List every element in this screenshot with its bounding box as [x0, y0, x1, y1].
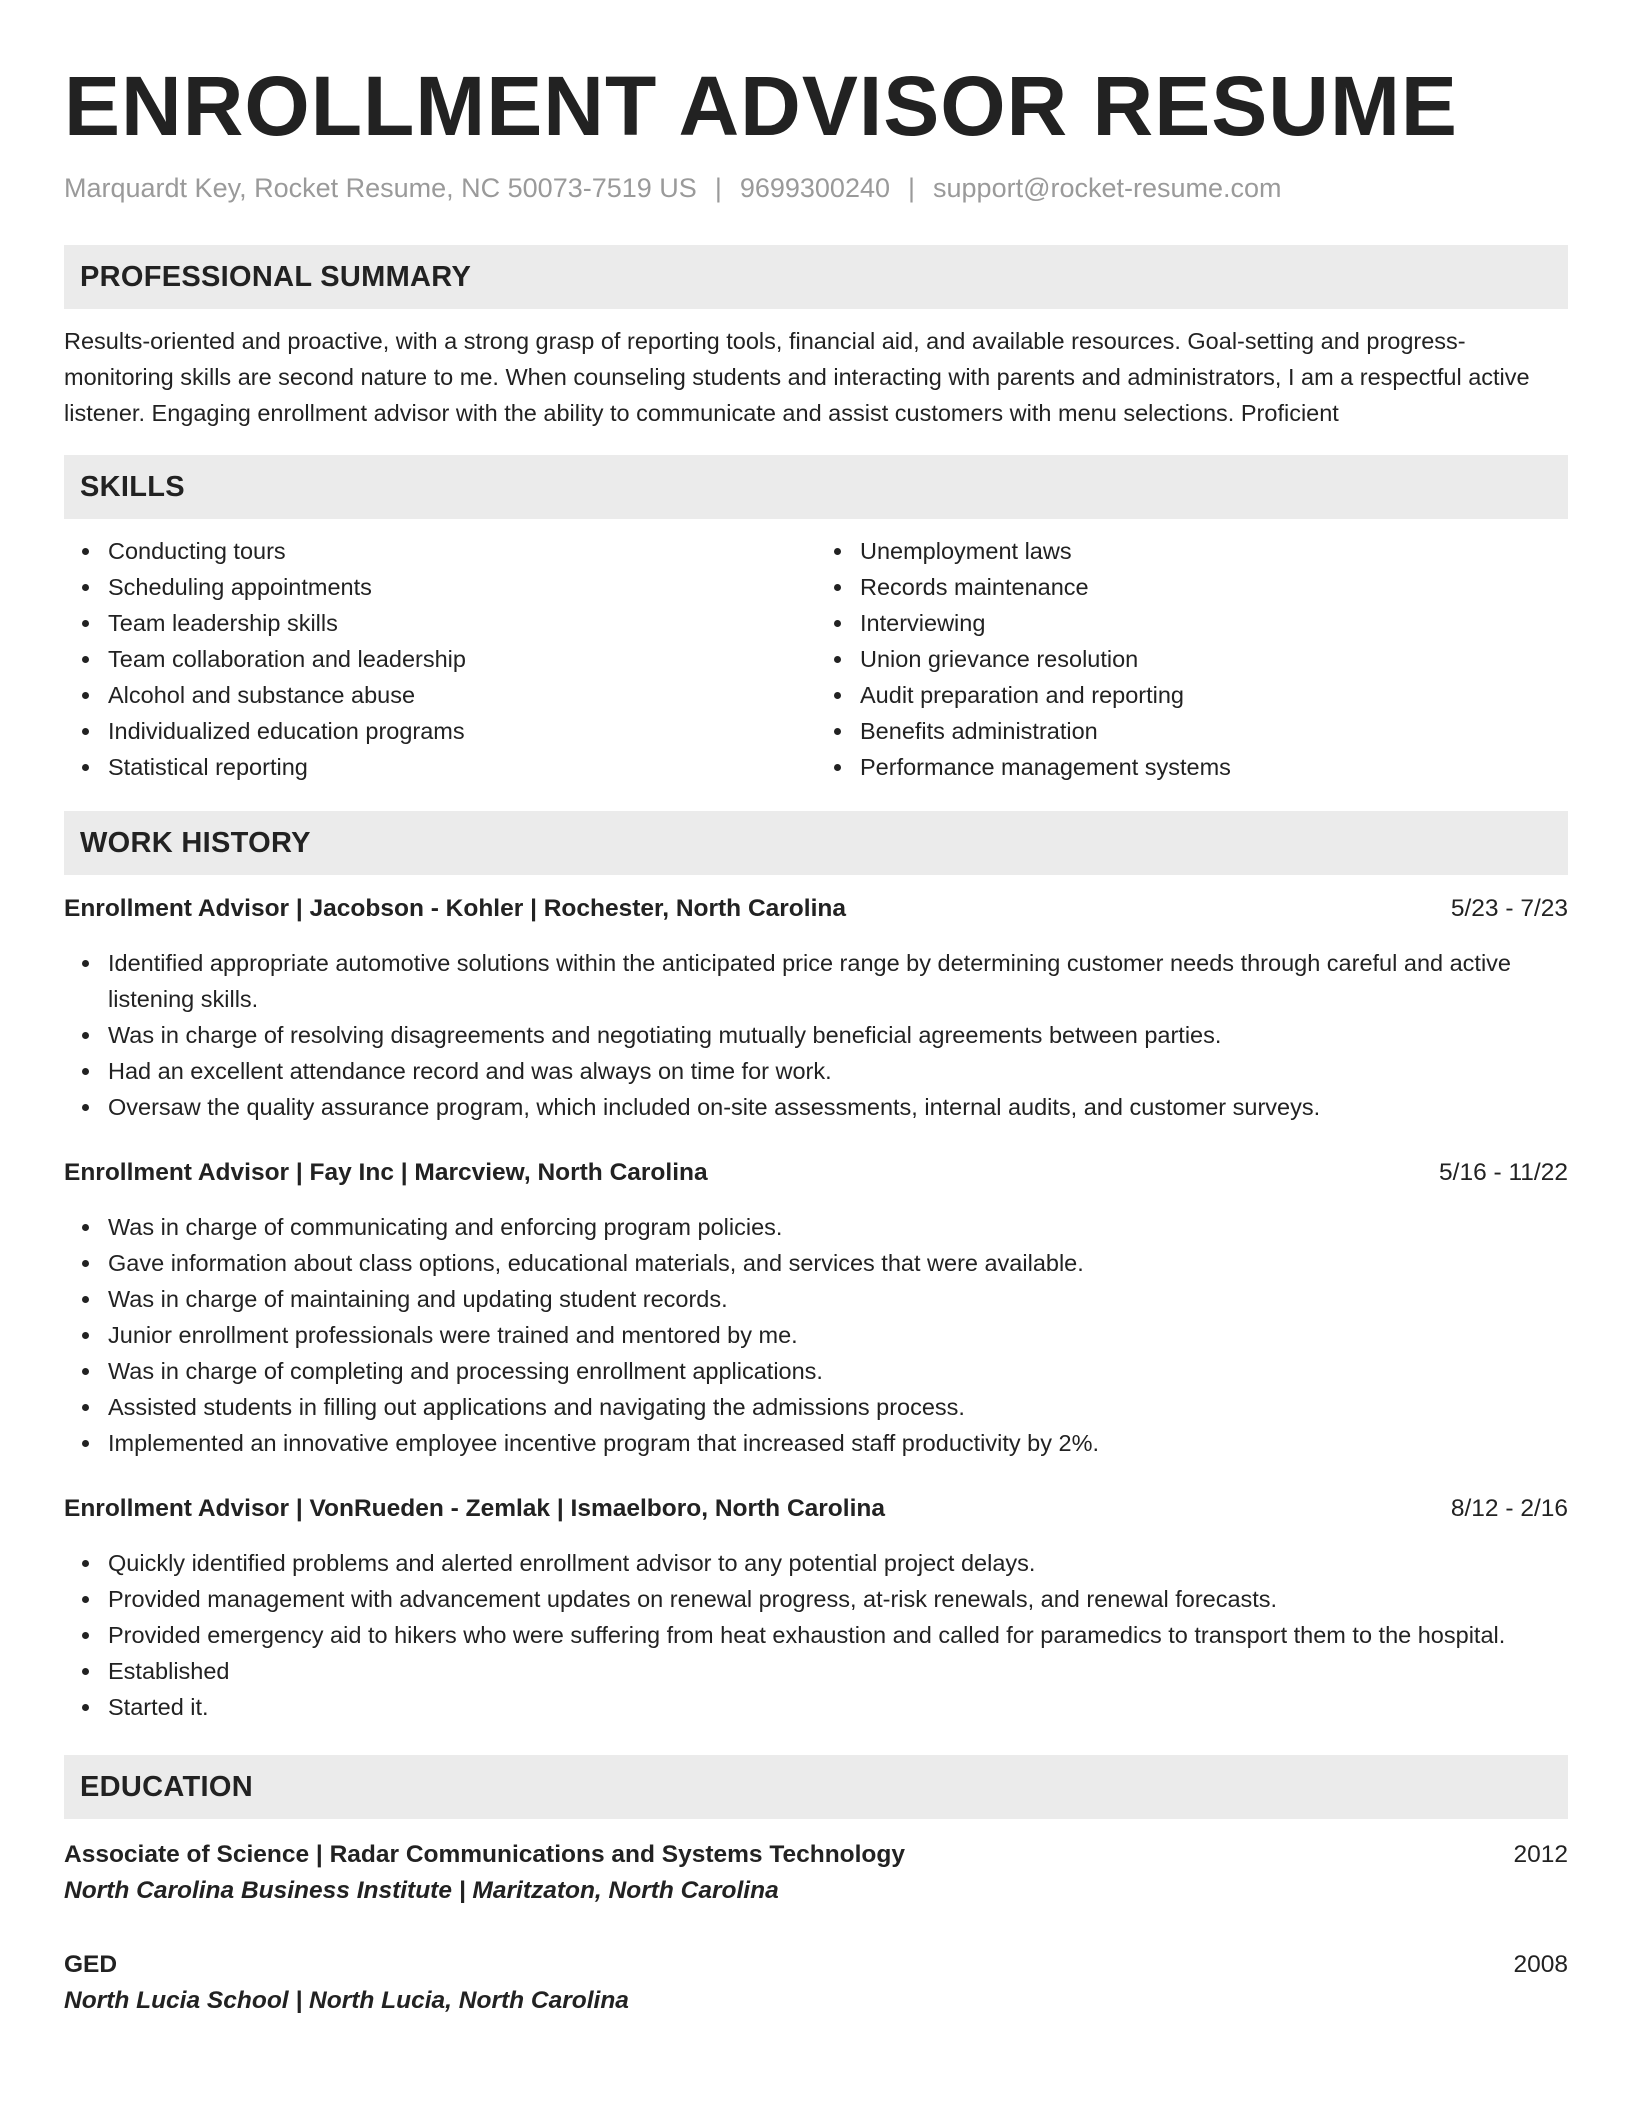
job-bullets: [64, 945, 1568, 1125]
section-heading-skills: SKILLS: [64, 455, 1568, 519]
education-year: 2008: [1513, 1951, 1568, 1978]
contact-line: [64, 168, 1568, 208]
job-title: Enrollment Advisor | Jacobson - Kohler | Rochester, North Carolina: [64, 895, 846, 922]
job-bullet: Was in charge of maintaining and updating student records.: [108, 1281, 1568, 1317]
education-degree: GED: [64, 1951, 118, 1978]
skill-item: Team collaboration and leadership: [108, 641, 816, 677]
job-bullet: Implemented an innovative employee incentive program that increased staff productivity by 2%.: [108, 1425, 1568, 1461]
skill-item: Individualized education programs: [108, 713, 816, 749]
job-bullets: [64, 1545, 1568, 1725]
contact-separator: |: [908, 173, 916, 203]
job-dates: 5/23 - 7/23: [1450, 895, 1568, 922]
skills-column-right: [816, 533, 1568, 785]
contact-address: Marquardt Key, Rocket Resume, NC 50073-7519 US: [64, 173, 697, 203]
job-bullet: Was in charge of completing and processing enrollment applications.: [108, 1353, 1568, 1389]
job-entry: [64, 1491, 1568, 1725]
job-bullet: Gave information about class options, educational materials, and services that were available.: [108, 1245, 1568, 1281]
job-title: Enrollment Advisor | Fay Inc | Marcview, North Carolina: [64, 1159, 708, 1186]
education-entry: [64, 1947, 1568, 2019]
job-header: [64, 891, 1568, 927]
job-bullet: Had an excellent attendance record and was always on time for work.: [108, 1053, 1568, 1089]
job-bullet: Assisted students in filling out applications and navigating the admissions process.: [108, 1389, 1568, 1425]
job-dates: 5/16 - 11/22: [1439, 1159, 1568, 1186]
education-header: [64, 1837, 1568, 1873]
job-bullet: Provided emergency aid to hikers who were suffering from heat exhaustion and called for paramedics to transport them to the hospital.: [108, 1617, 1568, 1653]
job-title: Enrollment Advisor | VonRueden - Zemlak | Ismaelboro, North Carolina: [64, 1495, 885, 1522]
section-heading-work: WORK HISTORY: [64, 811, 1568, 875]
contact-phone: 9699300240: [739, 173, 890, 203]
section-heading-education: EDUCATION: [64, 1755, 1568, 1819]
job-bullet: Started it.: [108, 1689, 1568, 1725]
job-bullet: Quickly identified problems and alerted enrollment advisor to any potential project delays.: [108, 1545, 1568, 1581]
job-entry: [64, 1155, 1568, 1461]
skill-item: Audit preparation and reporting: [860, 677, 1568, 713]
section-heading-summary: PROFESSIONAL SUMMARY: [64, 245, 1568, 309]
skill-item: Performance management systems: [860, 749, 1568, 785]
education-entry: [64, 1837, 1568, 1909]
skills-list: [64, 533, 1568, 785]
job-header: [64, 1491, 1568, 1527]
contact-separator: |: [714, 173, 722, 203]
education-degree: Associate of Science | Radar Communications and Systems Technology: [64, 1841, 905, 1868]
job-entry: [64, 891, 1568, 1125]
skill-item: Unemployment laws: [860, 533, 1568, 569]
job-bullet: Was in charge of resolving disagreements and negotiating mutually beneficial agreements between parties.: [108, 1017, 1568, 1053]
education-school: North Carolina Business Institute | Maritzaton, North Carolina: [64, 1877, 779, 1904]
skill-item: Conducting tours: [108, 533, 816, 569]
job-bullets: [64, 1209, 1568, 1461]
job-bullet: Identified appropriate automotive solutions within the anticipated price range by determining customer needs through careful and active listening skills.: [108, 945, 1568, 1017]
skill-item: Benefits administration: [860, 713, 1568, 749]
job-dates: 8/12 - 2/16: [1450, 1495, 1568, 1522]
job-bullet: Oversaw the quality assurance program, which included on-site assessments, internal audits, and customer surveys.: [108, 1089, 1568, 1125]
job-bullet: Junior enrollment professionals were trained and mentored by me.: [108, 1317, 1568, 1353]
summary-text: Results-oriented and proactive, with a strong grasp of reporting tools, financial aid, and available resources. Goal-setting and progress-monitoring skills are second nature to me. When counseling students and interacting with parents and administrators, I am a respectful active listener. Engaging enrollment advisor with the ability to communicate and assist customers with menu selections. Proficient: [64, 328, 1530, 426]
skill-item: Interviewing: [860, 605, 1568, 641]
job-bullet: Provided management with advancement updates on renewal progress, at-risk renewals, and renewal forecasts.: [108, 1581, 1568, 1617]
job-bullet: Was in charge of communicating and enforcing program policies.: [108, 1209, 1568, 1245]
skill-item: Records maintenance: [860, 569, 1568, 605]
skill-item: Statistical reporting: [108, 749, 816, 785]
skill-item: Team leadership skills: [108, 605, 816, 641]
contact-email[interactable]: support@rocket-resume.com: [933, 173, 1282, 203]
education-school: North Lucia School | North Lucia, North Carolina: [64, 1987, 629, 2014]
skill-item: Scheduling appointments: [108, 569, 816, 605]
skills-column-left: [64, 533, 816, 785]
education-header: [64, 1947, 1568, 1983]
resume-title: ENROLLMENT ADVISOR RESUME: [64, 59, 1458, 153]
skill-item: Union grievance resolution: [860, 641, 1568, 677]
job-bullet: Established: [108, 1653, 1568, 1689]
job-header: [64, 1155, 1568, 1191]
skill-item: Alcohol and substance abuse: [108, 677, 816, 713]
education-year: 2012: [1513, 1841, 1568, 1868]
